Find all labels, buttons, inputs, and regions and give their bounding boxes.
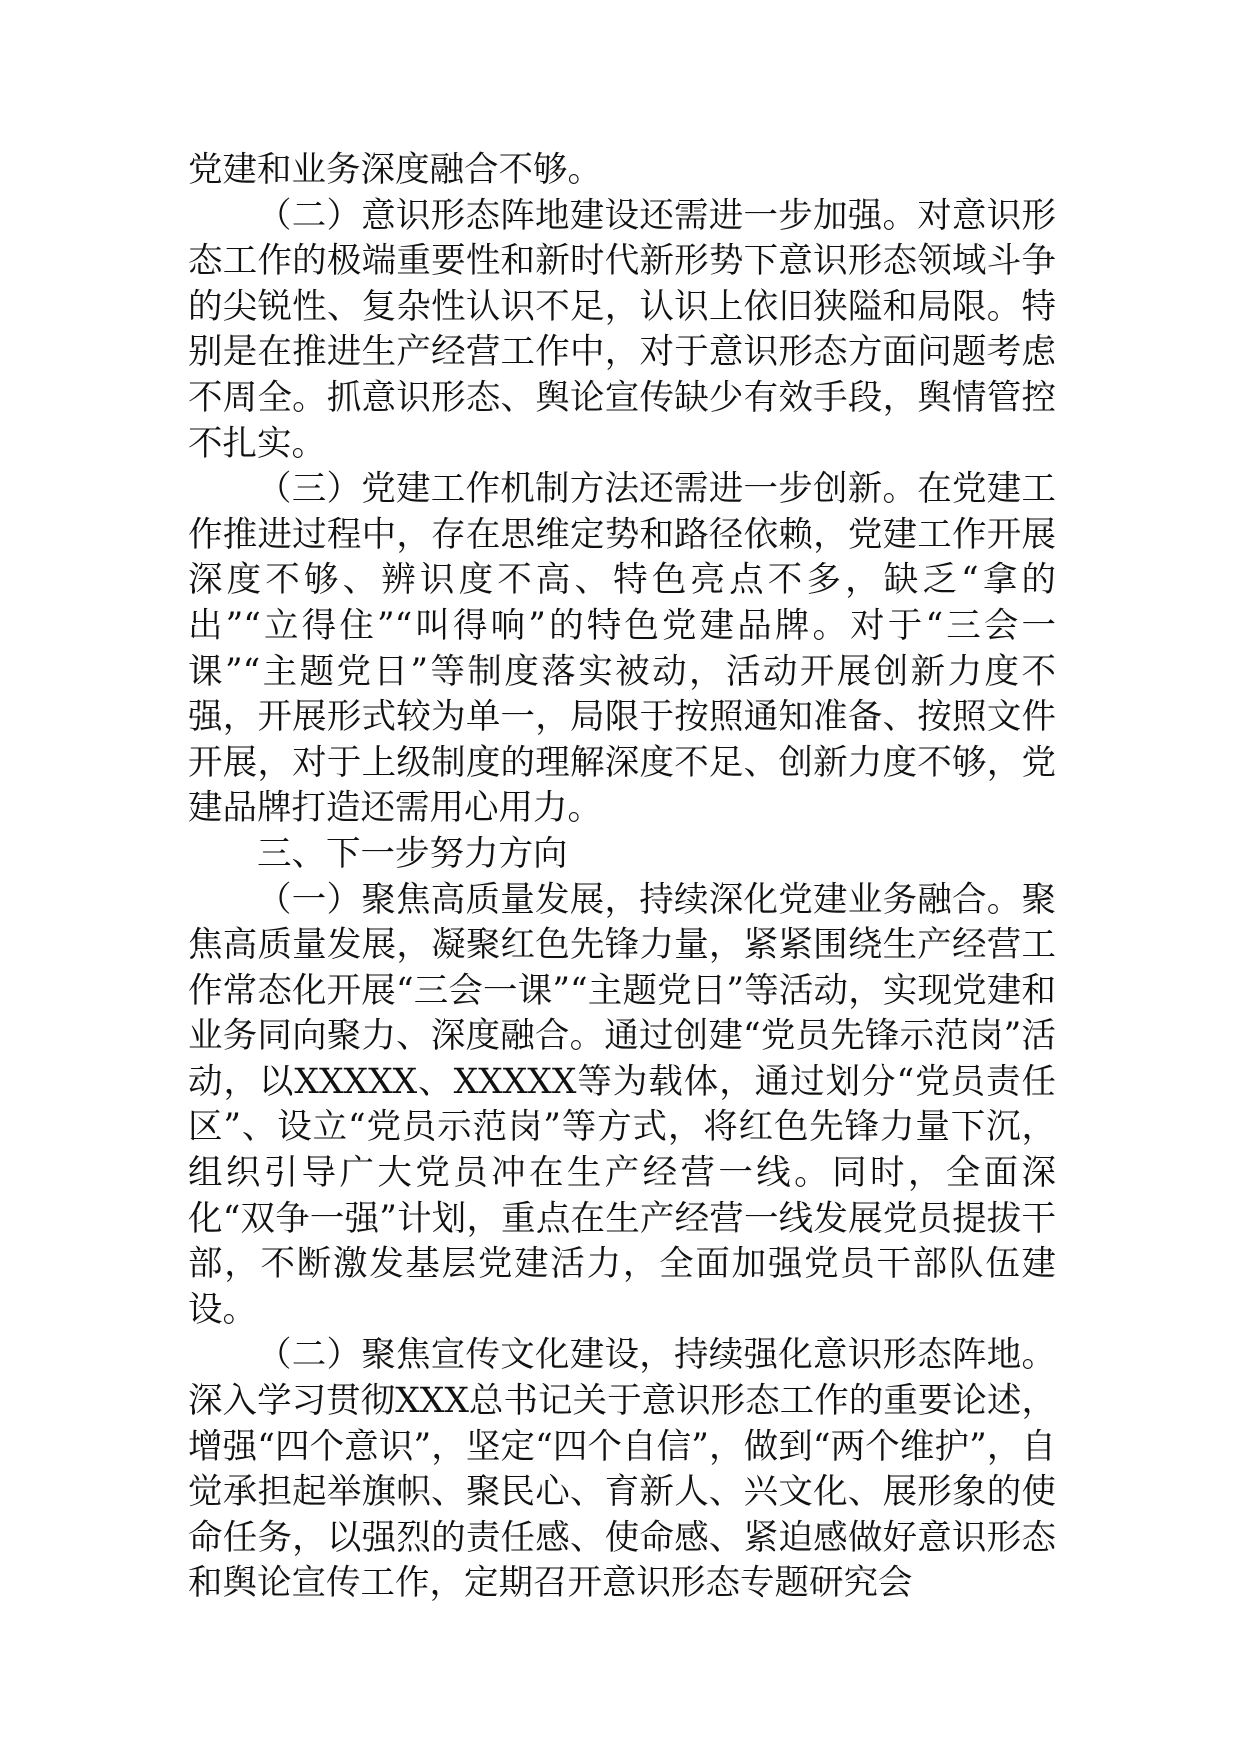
paragraph-4: （一）聚焦高质量发展，持续深化党建业务融合。聚焦高质量发展，凝聚红色先锋力量，紧紧围绕生产经营工作常态化开展“三会一课”“主题党日”等活动，实现党建和业务同向聚力、深度融合。通过创建“党员先锋示范岗”活动，以XXXXX、XXXXX等为载体，通过划分“党员责任区”、设立“党员示范岗”等方式，将红色先锋力量下沉，组织引导广大党员冲在生产经营一线。同时，全面深化“双争一强”计划，重点在生产经营一线发展党员提拔干部，不断激发基层党建活力，全面加强党员干部队伍建设。	[188, 879, 1056, 1330]
paragraph-5: （二）聚焦宣传文化建设，持续强化意识形态阵地。深入学习贯彻XXX总书记关于意识形态工作的重要论述，增强“四个意识”，坚定“四个自信”，做到“两个维护”，自觉承担起举旗帜、聚民心、育新人、兴文化、展形象的使命任务，以强烈的责任感、使命感、紧迫感做好意识形态和舆论宣传工作，定期召开意识形态专题研究会	[188, 1335, 1056, 1604]
section-heading: 三、下一步努力方向	[257, 833, 568, 874]
paragraph-3: （三）党建工作机制方法还需进一步创新。在党建工作推进过程中，存在思维定势和路径依赖，党建工作开展深度不够、辨识度不高、特色亮点不多，缺乏“拿的出”“立得住”“叫得响”的特色党建品牌。对于“三会一课”“主题党日”等制度落实被动，活动开展创新力度不强，开展形式较为单一，局限于按照通知准备、按照文件开展，对于上级制度的理解深度不足、创新力度不够，党建品牌打造还需用心用力。	[188, 469, 1056, 829]
paragraph-1: 党建和业务深度融合不够。	[188, 150, 602, 190]
paragraph-2: （二）意识形态阵地建设还需进一步加强。对意识形态工作的极端重要性和新时代新形势下意识形态领域斗争的尖锐性、复杂性认识不足，认识上依旧狭隘和局限。特别是在推进生产经营工作中，对于意识形态方面问题考虑不周全。抓意识形态、舆论宣传缺少有效手段，舆情管控不扎实。	[188, 195, 1056, 464]
document-body	[188, 148, 1056, 1607]
